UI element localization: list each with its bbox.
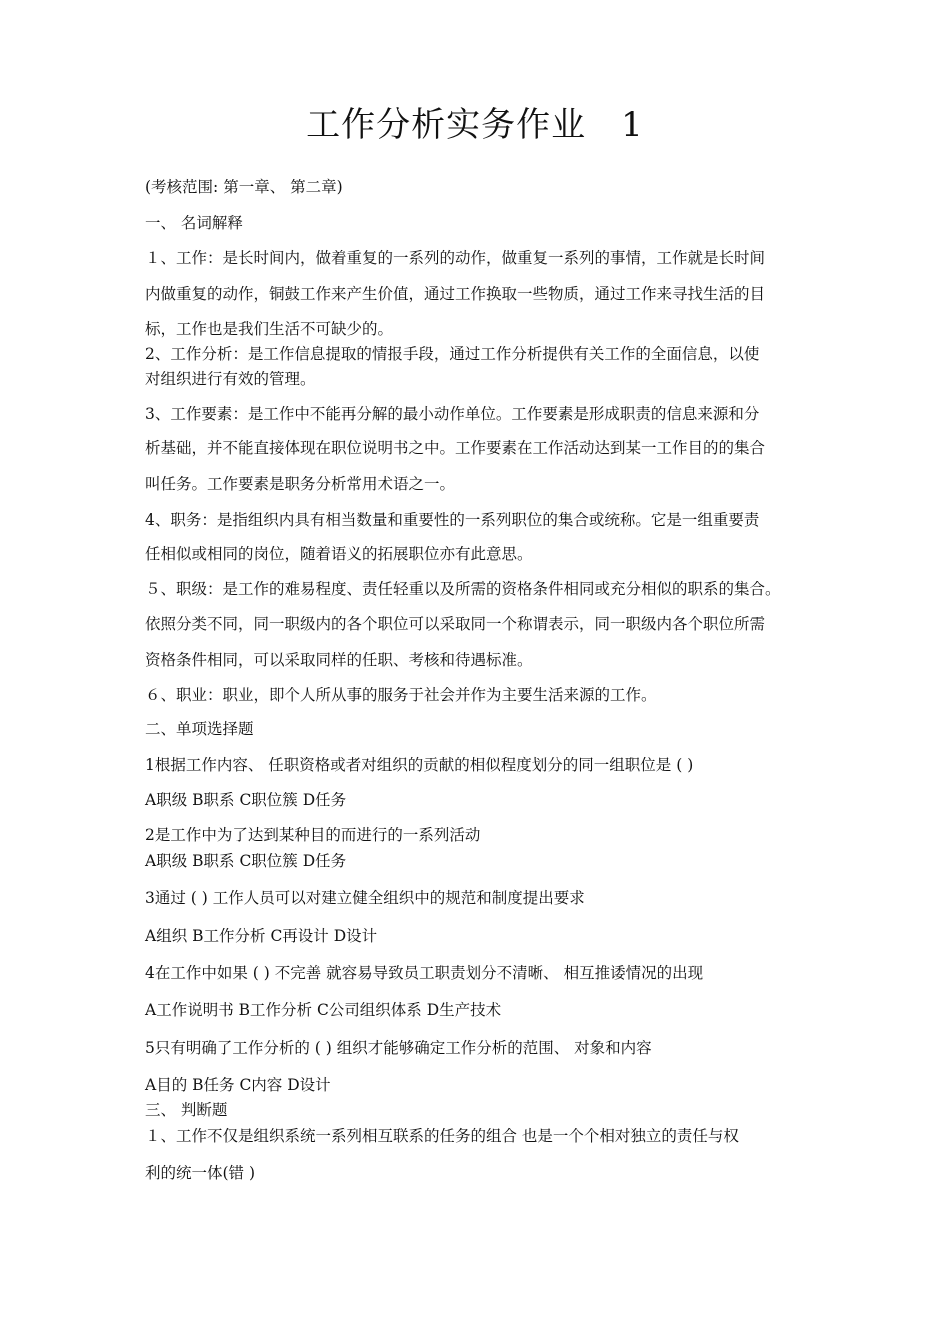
question-options: A组织 B工作分析 C再设计 D设计: [145, 927, 378, 945]
definition-line: 资格条件相同，可以采取同样的任职、考核和待遇标准。: [145, 651, 533, 669]
definition-line: 内做重复的动作，铜鼓工作来产生价值，通过工作换取一些物质，通过工作来寻找生活的目: [145, 285, 766, 303]
question-options: A职级 B职系 C职位簇 D任务: [145, 852, 347, 870]
question-options: A职级 B职系 C职位簇 D任务: [145, 791, 347, 809]
question-text: 1根据工作内容、 任职资格或者对组织的贡献的相似程度划分的同一组职位是 ( ): [145, 756, 694, 774]
definition-line: 析基础，并不能直接体现在职位说明书之中。工作要素在工作活动达到某一工作目的的集合: [145, 439, 766, 457]
section-heading-definitions: 一、 名词解释: [145, 214, 243, 232]
definition-line: 叫任务。工作要素是职务分析常用术语之一。: [145, 475, 456, 493]
question-text: 2是工作中为了达到某种目的而进行的一系列活动: [145, 826, 481, 844]
section-heading-true-false: 三、 判断题: [145, 1101, 228, 1119]
scope-note: (考核范围: 第一章、 第二章): [145, 178, 343, 196]
judgement-line: １、工作不仅是组织系统一系列相互联系的任务的组合 也是一个个相对独立的责任与权: [145, 1127, 739, 1145]
question-text: 5只有明确了工作分析的 ( ) 组织才能够确定工作分析的范围、 对象和内容: [145, 1039, 652, 1057]
section-heading-single-choice: 二、单项选择题: [145, 720, 254, 738]
document-title: 工作分析实务作业 1: [306, 105, 644, 145]
definition-line: ６、职业：职业，即个人所从事的服务于社会并作为主要生活来源的工作。: [145, 686, 657, 704]
question-text: 3通过 ( ) 工作人员可以对建立健全组织中的规范和制度提出要求: [145, 889, 585, 907]
definition-line: 依照分类不同，同一职级内的各个职位可以采取同一个称谓表示，同一职级内各个职位所需: [145, 615, 766, 633]
definition-line: ５、职级：是工作的难易程度、责任轻重以及所需的资格条件相同或充分相似的职系的集合。: [145, 580, 781, 598]
definition-line: 2、工作分析：是工作信息提取的情报手段，通过工作分析提供有关工作的全面信息，以使: [145, 345, 760, 363]
definition-line: 任相似或相同的岗位，随着语义的拓展职位亦有此意思。: [145, 545, 533, 563]
definition-line: １、工作：是长时间内，做着重复的一系列的动作，做重复一系列的事情，工作就是长时间: [145, 249, 766, 267]
question-options: A工作说明书 B工作分析 C公司组织体系 D生产技术: [145, 1001, 502, 1019]
question-options: A目的 B任务 C内容 D设计: [145, 1076, 331, 1094]
definition-line: 标，工作也是我们生活不可缺少的。: [145, 320, 394, 338]
judgement-line: 利的统一体(错 ): [145, 1164, 256, 1182]
definition-line: 3、工作要素：是工作中不能再分解的最小动作单位。工作要素是形成职责的信息来源和分: [145, 405, 760, 423]
definition-line: 对组织进行有效的管理。: [145, 370, 316, 388]
definition-line: 4、职务：是指组织内具有相当数量和重要性的一系列职位的集合或统称。它是一组重要责: [145, 511, 760, 529]
question-text: 4在工作中如果 ( ) 不完善 就容易导致员工职责划分不清晰、 相互推诿情况的出现: [145, 964, 704, 982]
